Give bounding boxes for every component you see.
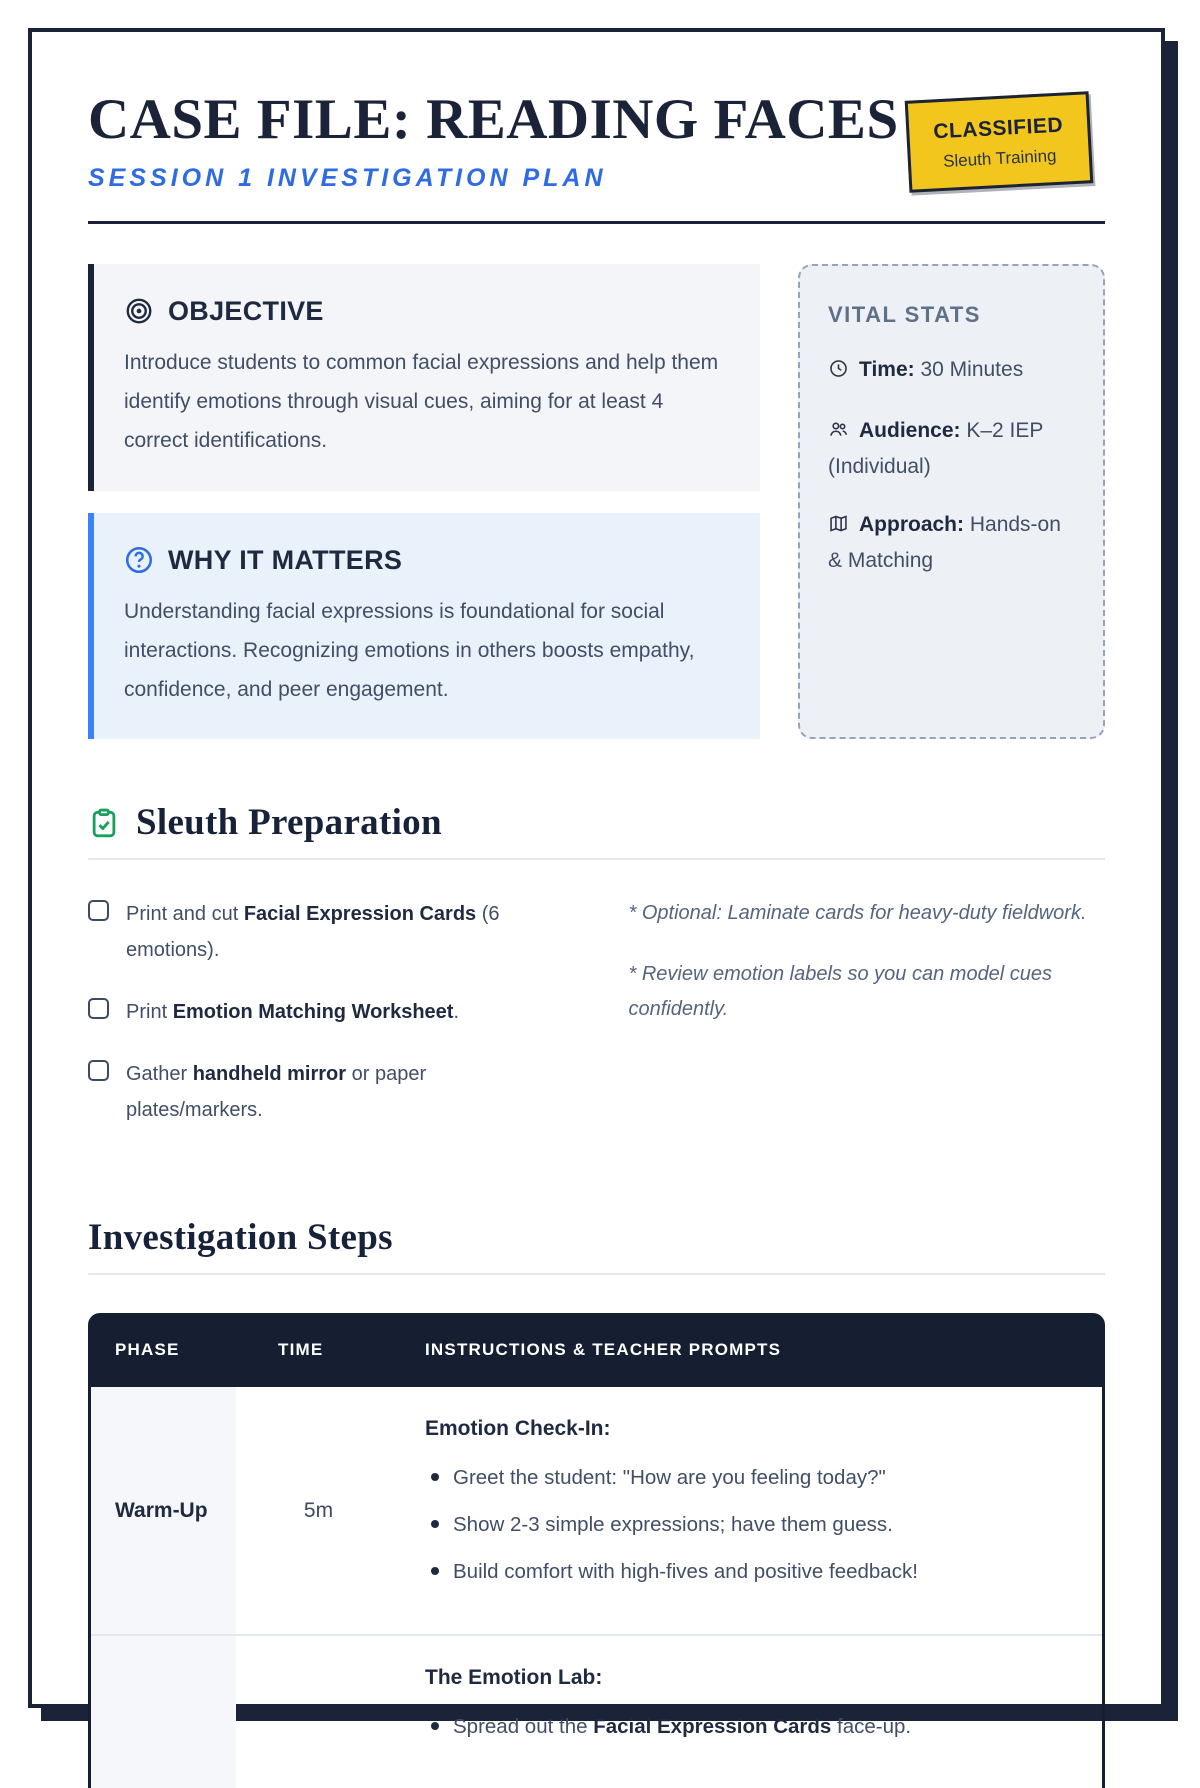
vital-stat-label: Time:: [859, 357, 921, 381]
vital-stat-label: Audience:: [859, 419, 967, 443]
column-header-phase: PHASE: [115, 1340, 180, 1360]
activity-title: Emotion Check-In:: [425, 1417, 611, 1441]
vital-stat-item: [828, 509, 1075, 577]
prompt-item: [425, 1712, 1078, 1742]
text-fragment: or paper plates/markers.: [126, 1063, 427, 1122]
header-text: [88, 90, 899, 193]
steps-section: [88, 1216, 1105, 1788]
vital-stat-value: 30 Minutes: [920, 357, 1024, 381]
objective-heading-row: [124, 296, 730, 327]
preparation-heading: Sleuth Preparation: [136, 802, 442, 844]
prompt-list: [425, 1712, 1078, 1742]
checklist-item: [88, 994, 565, 1030]
vital-stats-heading: VITAL STATS: [828, 301, 981, 327]
page-title: CASE FILE: READING FACES: [88, 88, 899, 151]
checkbox[interactable]: [88, 998, 109, 1019]
preparation-note: * Review emotion labels so you can model cues confidently.: [628, 963, 1053, 1021]
page-subtitle: SESSION 1 INVESTIGATION PLAN: [88, 163, 607, 192]
phase-cell: Warm-Up: [91, 1387, 236, 1633]
preparation-checklist: [88, 896, 565, 1154]
vital-stats-panel: [798, 264, 1105, 740]
checkbox[interactable]: [88, 900, 109, 921]
preparation-section: [88, 801, 1105, 1154]
column-header-time: TIME: [278, 1340, 324, 1360]
text-fragment: Build comfort with high-fives and positive feedback!: [453, 1559, 918, 1583]
preparation-notes: [629, 896, 1106, 1154]
vital-stat-value: Hands-on & Matching: [828, 513, 1061, 573]
text-fragment: Greet the student: "How are you feeling today?": [453, 1466, 886, 1490]
vital-stat-value: K–2 IEP (Individual): [828, 419, 1044, 478]
checklist-item-label: [126, 994, 459, 1030]
objective-heading: OBJECTIVE: [168, 295, 324, 326]
text-fragment: (6 emotions).: [126, 903, 500, 962]
checklist-item-label: [126, 896, 565, 968]
audience-icon: [828, 422, 849, 445]
steps-heading: Investigation Steps: [88, 1217, 393, 1259]
column-header-instructions: INSTRUCTIONS & TEACHER PROMPTS: [425, 1340, 782, 1360]
why-heading-row: [124, 545, 730, 576]
classified-badge: [905, 91, 1093, 192]
checklist-item-label: [126, 1056, 565, 1128]
steps-table: [88, 1313, 1105, 1788]
emphasized-text: Facial Expression Cards: [593, 1714, 832, 1738]
phase-cell: [91, 1636, 236, 1788]
header-divider: [88, 221, 1105, 224]
why-it-matters-callout: [88, 513, 760, 740]
prompt-item: [425, 1557, 1078, 1587]
instructions-cell: [401, 1636, 1102, 1788]
text-fragment: Print: [126, 1001, 173, 1024]
target-icon: [124, 296, 154, 326]
header: [88, 90, 1105, 193]
checklist-item: [88, 1056, 565, 1128]
callouts-column: [88, 264, 760, 740]
steps-table-body: [88, 1387, 1105, 1788]
steps-heading-row: [88, 1216, 1105, 1275]
vital-stat-item: [828, 415, 1075, 483]
text-fragment: .: [453, 1001, 460, 1024]
case-file-page: [28, 28, 1165, 1738]
why-heading: WHY IT MATTERS: [168, 544, 403, 575]
preparation-note: * Optional: Laminate cards for heavy-duty fieldwork.: [628, 902, 1087, 925]
why-body: Understanding facial expressions is foundational for social interactions. Recognizing emotions in others boosts empathy, confidence, and peer engagement.: [124, 599, 695, 702]
text-fragment: Print and cut: [126, 903, 244, 926]
vital-stat-item: [828, 354, 1075, 390]
preparation-heading-row: [88, 801, 1105, 860]
instructions-cell: [401, 1387, 1102, 1633]
map-icon: [828, 516, 849, 539]
clipboard-check-icon: [88, 807, 120, 839]
steps-table-header: [88, 1313, 1105, 1387]
classified-badge-subtitle: Sleuth Training: [942, 146, 1058, 171]
emphasized-text: Facial Expression Cards: [243, 903, 477, 926]
text-fragment: Gather: [126, 1063, 193, 1086]
text-fragment: Show 2-3 simple expressions; have them guess.: [453, 1513, 893, 1537]
table-row: [91, 1387, 1102, 1633]
objective-body: Introduce students to common facial expressions and help them identify emotions through visual cues, aiming for at least 4 correct identifications.: [124, 350, 719, 453]
prompt-list: [425, 1463, 1078, 1586]
objective-callout: [88, 264, 760, 491]
vital-stats-list: [828, 354, 1075, 578]
emphasized-text: handheld mirror: [192, 1063, 347, 1086]
clock-icon: [828, 361, 849, 384]
table-row: [91, 1634, 1102, 1788]
checkbox[interactable]: [88, 1060, 109, 1081]
vital-stat-label: Approach:: [859, 513, 970, 537]
checklist-item: [88, 896, 565, 968]
activity-title: The Emotion Lab:: [425, 1665, 603, 1689]
prompt-item: [425, 1463, 1078, 1493]
question-circle-icon: [124, 545, 154, 575]
text-fragment: face-up.: [831, 1714, 912, 1738]
overview-grid: [88, 264, 1105, 740]
emphasized-text: Emotion Matching Worksheet: [172, 1001, 454, 1024]
prompt-item: [425, 1510, 1078, 1540]
text-fragment: Spread out the: [453, 1714, 594, 1738]
preparation-grid: [88, 896, 1105, 1154]
time-cell: 5m: [303, 1498, 334, 1522]
time-cell: [236, 1636, 401, 1788]
classified-badge-title: CLASSIFIED: [932, 113, 1064, 144]
